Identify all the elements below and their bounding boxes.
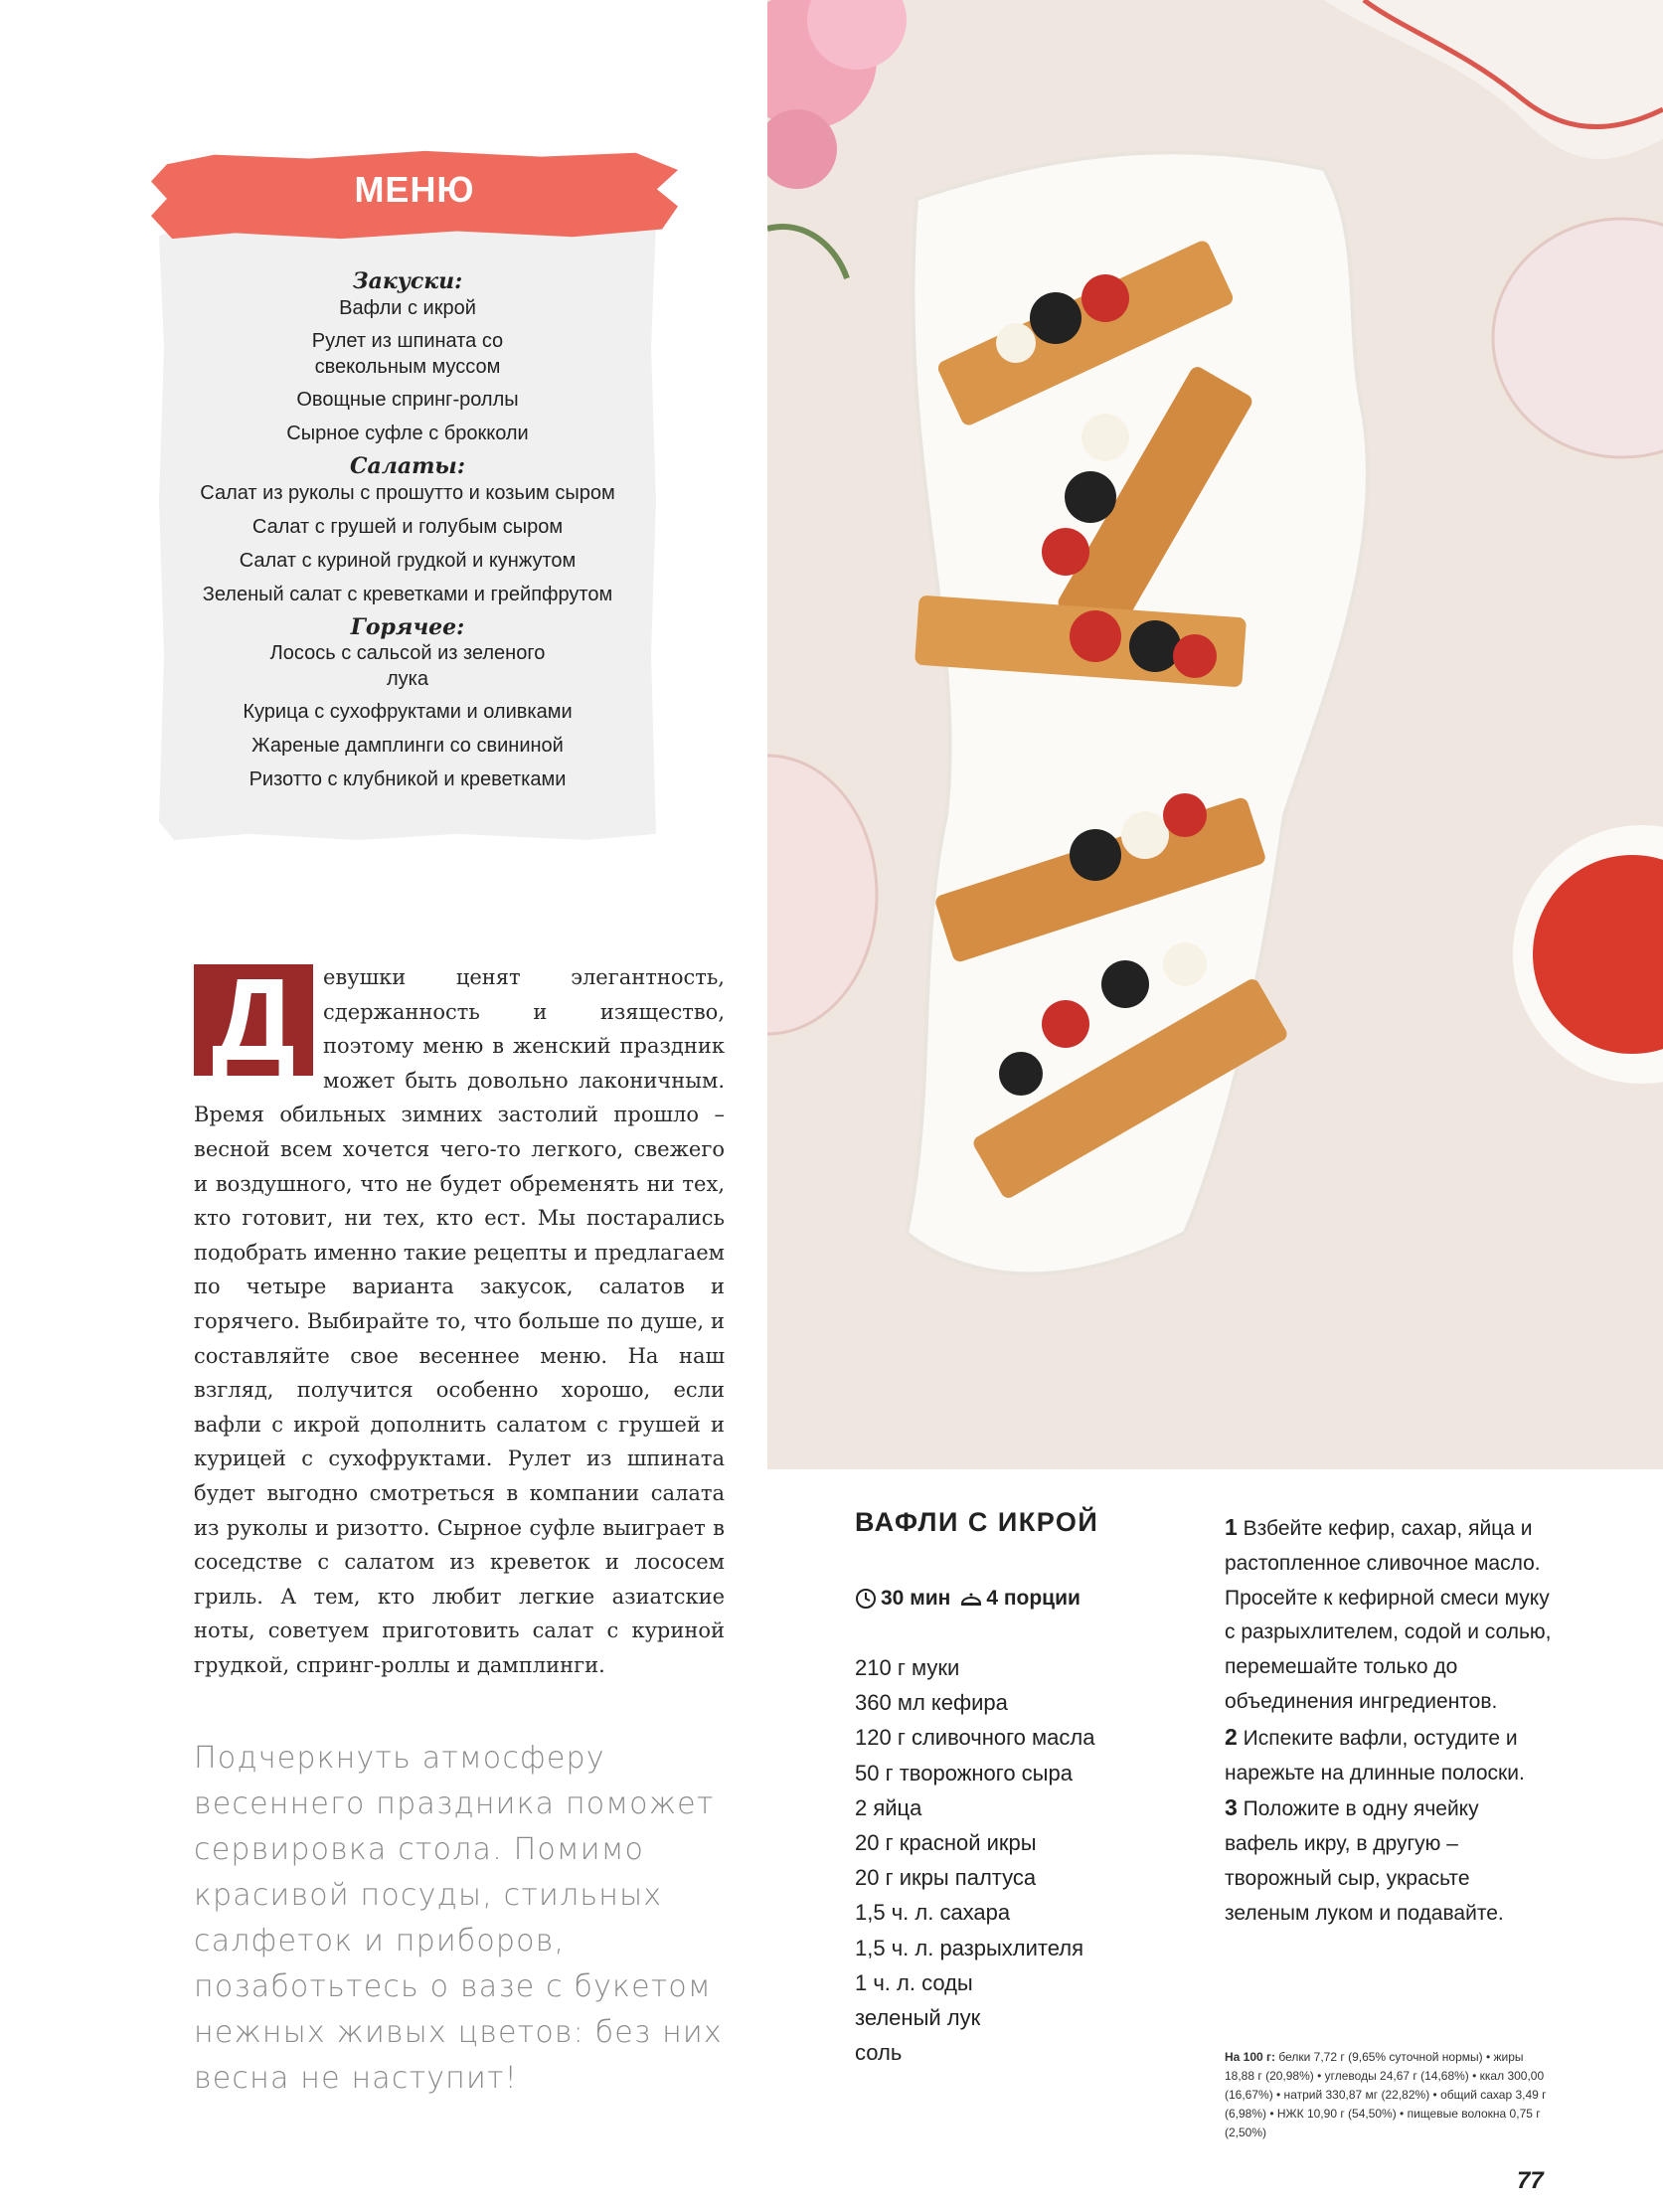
clock-icon	[855, 1588, 877, 1610]
ingredient-item: 1,5 ч. л. сахара	[855, 1900, 1011, 1926]
ingredient-item: 50 г творожного сыра	[855, 1760, 1073, 1786]
menu-item: Салат с куриной грудкой и кунжутом	[239, 550, 577, 572]
ingredients-list	[855, 1650, 1173, 2070]
recipe-step	[1225, 1510, 1553, 1720]
step-number: 1	[1225, 1514, 1238, 1540]
step-text: Испеките вафли, остудите и нарежьте на длинные полоски.	[1225, 1726, 1525, 1785]
menu-item: Лосось с сальсой из зеленого лука	[269, 642, 546, 690]
ingredient-item: 1,5 ч. л. разрыхлителя	[855, 1935, 1084, 1960]
recipe-time: 30 мин	[881, 1587, 951, 1610]
recipe-step	[1225, 1790, 1553, 1931]
menu-section-title-hot: Горячее:	[350, 614, 465, 640]
recipe-step	[1225, 1720, 1553, 1791]
dropcap: Д	[194, 964, 313, 1076]
recipe-steps	[1225, 1510, 1553, 1932]
menu-item: Зеленый салат с креветками и грейпфрутом	[202, 584, 613, 605]
menu-item: Рулет из шпината со свекольным муссом	[311, 330, 504, 378]
recipe-meta	[855, 1587, 1081, 1611]
step-text: Взбейте кефир, сахар, яйца и растопленное сливочное масло. Просейте к кефирной смеси муку с разрыхлителем, содой и солью, перемешайте только до объединения ингредиентов.	[1225, 1517, 1552, 1713]
recipe-servings: 4 порции	[986, 1587, 1081, 1610]
nutrition-label: На 100 г:	[1225, 2050, 1276, 2064]
pull-quote: Подчеркнуть атмосферу весеннего праздника поможет сервировка стола. Помимо красивой посуды, стильных салфеток и приборов, позаботьтесь о вазе с букетом нежных живых цветов: без них весна не наступит!	[194, 1741, 723, 2096]
menu-item: Салат с грушей и голубым сыром	[251, 516, 564, 538]
page-number: 77	[1517, 2167, 1544, 2194]
ingredient-item: зеленый лук	[855, 2005, 981, 2031]
ingredient-item: соль	[855, 2040, 903, 2066]
menu-item: Вафли с икрой	[339, 297, 476, 319]
step-text: Положите в одну ячейку вафель икру, в другую – творожный сыр, украсьте зеленым луком и подавайте.	[1225, 1797, 1504, 1925]
ingredient-item: 360 мл кефира	[855, 1690, 1008, 1716]
menu-list	[159, 262, 656, 799]
nutrition-info	[1225, 2048, 1553, 2142]
food-photo	[767, 0, 1663, 1469]
ingredient-item: 210 г муки	[855, 1655, 960, 1680]
ingredient-item: 20 г красной икры	[855, 1830, 1037, 1856]
menu-title: МЕНЮ	[354, 169, 475, 210]
menu-item: Сырное суфле с брокколи	[286, 423, 529, 444]
menu-section-title-salads: Салаты:	[350, 453, 465, 479]
step-number: 2	[1225, 1723, 1238, 1750]
step-number: 3	[1225, 1794, 1238, 1821]
recipe-title: ВАФЛИ С ИКРОЙ	[855, 1507, 1099, 1537]
ingredient-item: 120 г сливочного масла	[855, 1725, 1095, 1751]
menu-item: Жареные дамплинги со свининой	[251, 735, 564, 757]
menu-item: Курица с сухофруктами и оливками	[243, 701, 573, 723]
menu-item: Ризотто с клубникой и креветками	[249, 768, 567, 790]
menu-item: Овощные спринг-роллы	[296, 389, 519, 411]
menu-item: Салат из руколы с прошутто и козьим сыром	[200, 482, 615, 504]
menu-section-title-appetizers: Закуски:	[352, 268, 463, 294]
ingredient-item: 2 яйца	[855, 1794, 922, 1820]
nutrition-text: белки 7,72 г (9,65% суточной нормы) • жиры 18,88 г (20,98%) • углеводы 24,67 г (14,68%) • ккал 300,00 (16,67%) • натрий 330,87 мг (22,82%) • общий сахар 3,49 г (6,98%) • НЖК 10,90 г (54,50%) • пищевые волокна 0,75 г (2,50%)	[1225, 2050, 1547, 2139]
intro-article	[194, 954, 725, 1682]
food-photo-illustration	[767, 0, 1663, 1469]
serving-dish-icon	[960, 1588, 982, 1610]
ingredient-item: 1 ч. л. соды	[855, 1969, 973, 1995]
ingredient-item: 20 г икры палтуса	[855, 1865, 1037, 1891]
intro-text: евушки ценят элегантность, сдержанность и изящество, поэтому меню в женский праздник может быть довольно лаконичным. Время обильных зимних застолий прошло – весной всем хочется чего-то легкого, свежего и воздушного, что не будет обременять ни тех, кто готовит, ни тех, кто ест. Мы постарались подобрать именно такие рецепты и предлагаем по четыре варианта закусок, салатов и горячего. Выбирайте то, что больше по душе, и составляйте свое весеннее меню. На наш взгляд, получится особенно хорошо, если вафли с икрой дополнить салатом с грушей и курицей с сухофруктами. Рулет из шпината будет выгодно смотреться в компании салата из руколы и ризотто. Сырное суфле выиграет в соседстве с салатом из креветок и лососем гриль. А тем, кто любит легкие азиатские ноты, советуем приготовить салат с куриной грудкой, спринг-роллы и дамплинги.	[194, 965, 725, 1677]
